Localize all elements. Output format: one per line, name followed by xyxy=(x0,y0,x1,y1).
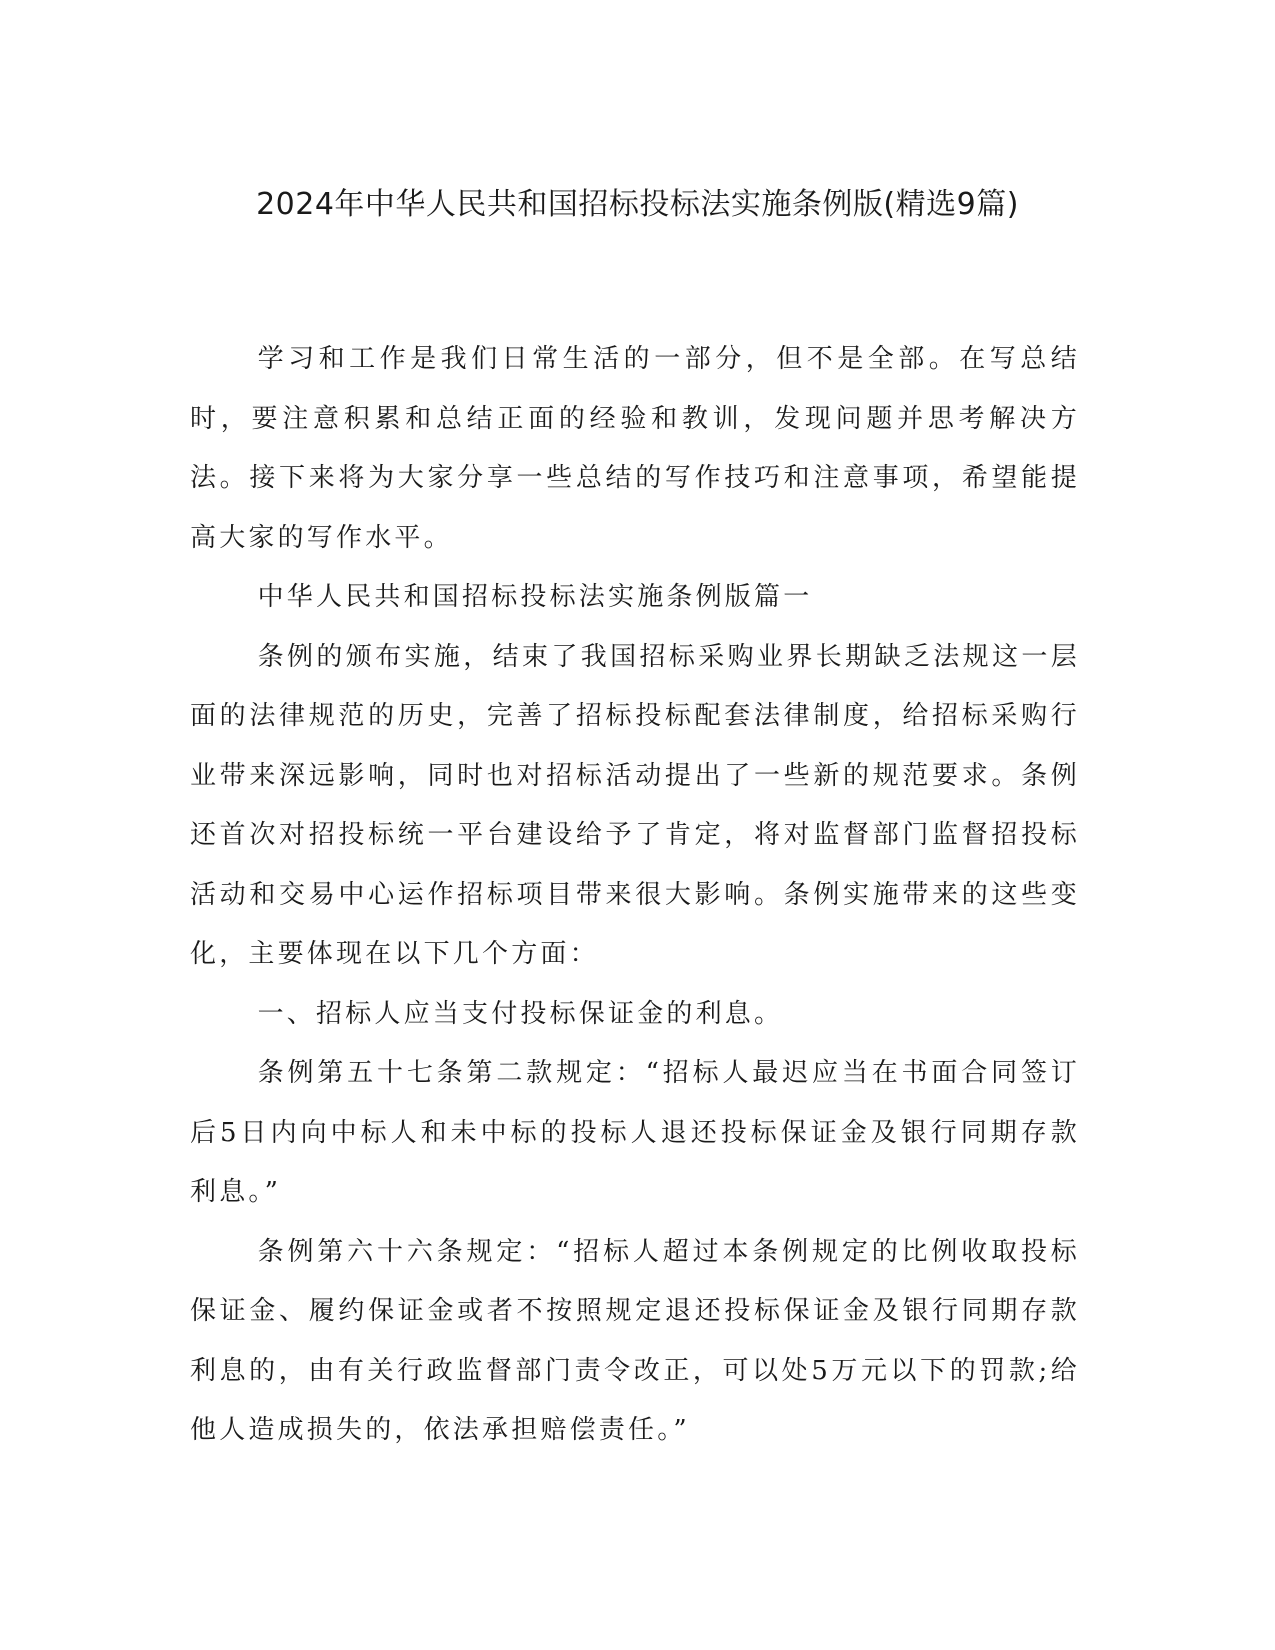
body-paragraph: 条例的颁布实施，结束了我国招标采购业界长期缺乏法规这一层面的法律规范的历史，完善了招标投标配套法律制度，给招标采购行业带来深远影响，同时也对招标活动提出了一些新的规范要求。条例还首次对招投标统一平台建设给予了肯定，将对监督部门监督招投标活动和交易中心运作招标项目带来很大影响。条例实施带来的这些变化，主要体现在以下几个方面： xyxy=(190,641,1080,969)
document-title: 2024年中华人民共和国招标投标法实施条例版(精选9篇) xyxy=(256,187,1019,222)
body-paragraph: 条例第五十七条第二款规定：“招标人最迟应当在书面合同签订后5日内向中标人和未中标的投标人退还投标保证金及银行同期存款利息。” xyxy=(190,1058,1080,1207)
section-heading: 中华人民共和国招标投标法实施条例版篇一 xyxy=(257,582,813,612)
document-body xyxy=(190,330,1080,1461)
subsection-heading: 一、招标人应当支付投标保证金的利息。 xyxy=(257,998,784,1029)
intro-paragraph: 学习和工作是我们日常生活的一部分，但不是全部。在写总结时，要注意积累和总结正面的经验和教训，发现问题并思考解决方法。接下来将为大家分享一些总结的写作技巧和注意事项，希望能提高大家的写作水平。 xyxy=(190,344,1080,553)
body-paragraph: 条例第六十六条规定：“招标人超过本条例规定的比例收取投标保证金、履约保证金或者不按照规定退还投标保证金及银行同期存款利息的，由有关行政监督部门责令改正，可以处5万元以下的罚款;给他人造成损失的，依法承担赔偿责任。” xyxy=(190,1236,1080,1445)
